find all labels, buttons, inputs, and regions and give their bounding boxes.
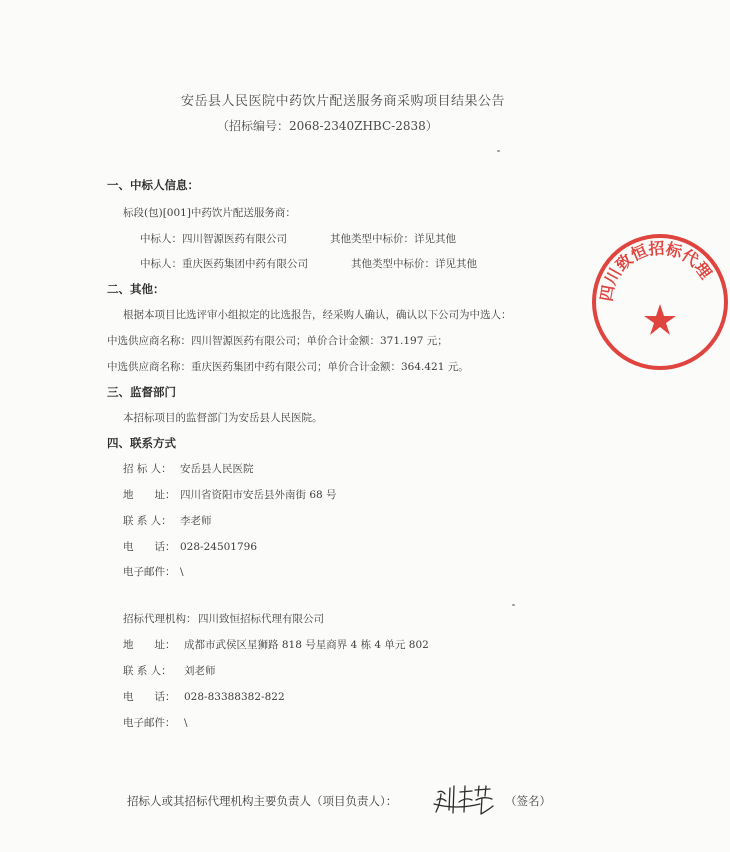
bid-number: （招标编号：2068-2340ZHBC-2838） (217, 119, 438, 133)
handwritten-signature (432, 780, 498, 820)
company-seal-stamp (590, 232, 730, 372)
tenderer-contact-value: 李老师 (180, 515, 212, 527)
agency-address-value: 成都市武侯区星狮路 818 号星商界 4 栋 4 单元 802 (184, 639, 429, 651)
sign-suffix: （签名） (505, 794, 551, 808)
svg-text:四川致恒招标代理: 四川致恒招标代理 (596, 238, 716, 303)
tenderer-name-label: 招 标 人： (123, 463, 172, 475)
agency-phone-value: 028-83388382-822 (184, 691, 285, 703)
winner-1-name: 中标人：四川智源医药有限公司 (140, 233, 287, 245)
tenderer-address-label: 地 址： (123, 489, 176, 501)
lot-line: 标段(包)[001]中药饮片配送服务商： (123, 207, 296, 219)
signer-line: 招标人或其招标代理机构主要负责人（项目负责人）： (127, 794, 398, 808)
document-title: 安岳县人民医院中药饮片配送服务商采购项目结果公告 (181, 94, 506, 109)
scan-speck (497, 150, 500, 152)
section-heading-contact: 四、联系方式 (107, 436, 176, 450)
winner-2-name: 中标人：重庆医药集团中药有限公司 (140, 258, 308, 270)
tenderer-name-value: 安岳县人民医院 (180, 463, 254, 475)
winner-2-price: 其他类型中标价：详见其他 (351, 258, 477, 270)
selected-supplier-1: 中选供应商名称：四川智源医药有限公司；单价合计金额：371.197 元； (107, 335, 448, 347)
agency-contact-value: 刘老师 (184, 665, 216, 677)
selected-supplier-2: 中选供应商名称：重庆医药集团中药有限公司；单价合计金额：364.421 元。 (107, 361, 469, 373)
agency-contact-label: 联 系 人： (123, 665, 172, 677)
agency-address-label: 地 址： (123, 639, 176, 651)
agency-email-label: 电子邮件： (123, 717, 176, 729)
supervision-text: 本招标项目的监督部门为安岳县人民医院。 (123, 412, 323, 424)
tenderer-email-label: 电子邮件： (123, 566, 176, 578)
agency-email-value: \ (184, 717, 188, 729)
tenderer-address-value: 四川省资阳市安岳县外南街 68 号 (180, 489, 337, 501)
agency-name-value: 四川致恒招标代理有限公司 (198, 613, 324, 625)
tenderer-email-value: \ (180, 566, 184, 578)
section-heading-supervision: 三、监督部门 (107, 385, 176, 399)
agency-phone-label: 电 话： (123, 691, 176, 703)
section-heading-winner-info: 一、中标人信息： (107, 178, 199, 192)
section-heading-other: 二、其他： (107, 282, 165, 296)
selection-intro: 根据本项目比选评审小组拟定的比选报告，经采购人确认，确认以下公司为中选人： (123, 309, 512, 321)
tenderer-contact-label: 联 系 人： (123, 515, 172, 527)
scan-speck (512, 604, 515, 606)
agency-name-label: 招标代理机构： (123, 613, 197, 625)
winner-1-price: 其他类型中标价：详见其他 (330, 233, 456, 245)
tenderer-phone-value: 028-24501796 (180, 541, 258, 553)
tenderer-phone-label: 电 话： (123, 541, 176, 553)
